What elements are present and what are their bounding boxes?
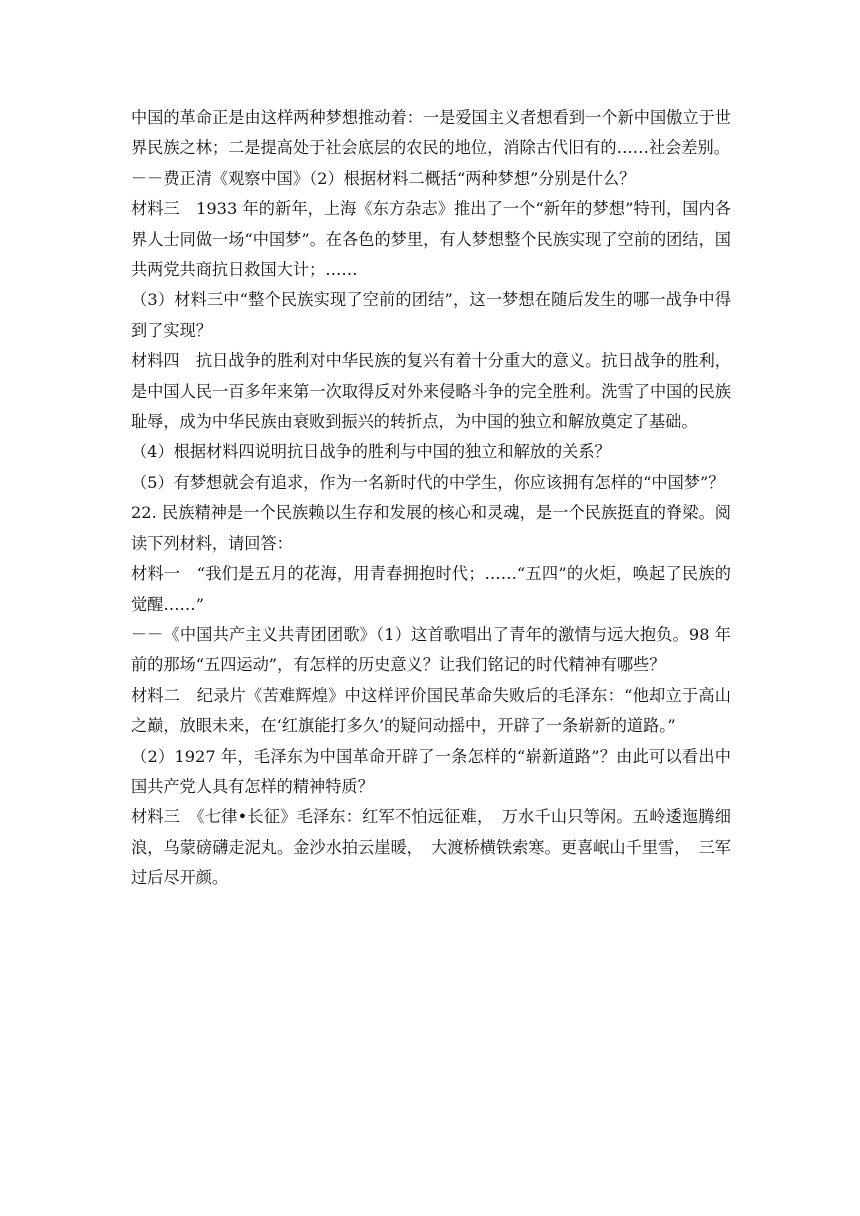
paragraph-question-22-1: －－《中国共产主义共青团团歌》（1）这首歌唱出了青年的激情与远大抱负。98 年前的那场“五四运动”，有怎样的历史意义？让我们铭记的时代精神有哪些？: [131, 624, 731, 675]
paragraph-material-two: 材料二 纪录片《苦难辉煌》中这样评价国民革命失败后的毛泽东：“他却立于高山之巅，放眼未来，在‘红旗能打多久’的疑问动摇中，开辟了一条崭新的道路。”: [131, 685, 731, 736]
paragraph-material-three-poem: 材料三 《七律•长征》毛泽东：红军不怕远征难， 万水千山只等闲。五岭逶迤腾细浪，乌蒙磅礴走泥丸。金沙水拍云崖暖， 大渡桥横铁索寒。更喜岷山千里雪， 三军过后尽开颜。: [131, 807, 731, 888]
paragraph-material-two-text: 中国的革命正是由这样两种梦想推动着：一是爱国主义者想看到一个新中国傲立于世界民族之林；二是提高处于社会底层的农民的地位，消除古代旧有的……社会差别。: [131, 108, 731, 158]
paragraph-question-3: （3）材料三中“整个民族实现了空前的团结”，这一梦想在随后发生的哪一战争中得到了实现？: [131, 290, 731, 340]
paragraph-question-4: （4）根据材料四说明抗日战争的胜利与中国的独立和解放的关系？: [131, 442, 611, 462]
paragraph-material-four: 材料四 抗日战争的胜利对中华民族的复兴有着十分重大的意义。抗日战争的胜利，是中国人民一百多年来第一次取得反对外来侵略斗争的完全胜利。洗雪了中国的民族耻辱，成为中华民族由衰败到振兴的转折点，为中国的独立和解放奠定了基础。: [131, 351, 731, 432]
paragraph-question-5: （5）有梦想就会有追求，作为一名新时代的中学生，你应该拥有怎样的“中国梦”？: [131, 472, 725, 492]
paragraph-question-22-stem: 22. 民族精神是一个民族赖以生存和发展的核心和灵魂，是一个民族挺直的脊梁。阅读下列材料，请回答：: [131, 503, 731, 553]
paragraph-question-2: －－费正清《观察中国》（2）根据材料二概括“两种梦想”分别是什么？: [131, 168, 636, 188]
paragraph-question-22-2: （2）1927 年，毛泽东为中国革命开辟了一条怎样的“崭新道路”？由此可以看出中国共产党人具有怎样的精神特质？: [131, 746, 731, 796]
document-body: [131, 103, 731, 894]
paragraph-material-one: 材料一 “我们是五月的花海，用青春拥抱时代；……“五四”的火炬，唤起了民族的觉醒……”: [131, 564, 731, 614]
paragraph-material-three: 材料三 1933 年的新年，上海《东方杂志》推出了一个“新年的梦想”特刊，国内各界人士同做一场“中国梦”。在各色的梦里，有人梦想整个民族实现了空前的团结，国共两党共商抗日救国大计；……: [131, 199, 731, 280]
